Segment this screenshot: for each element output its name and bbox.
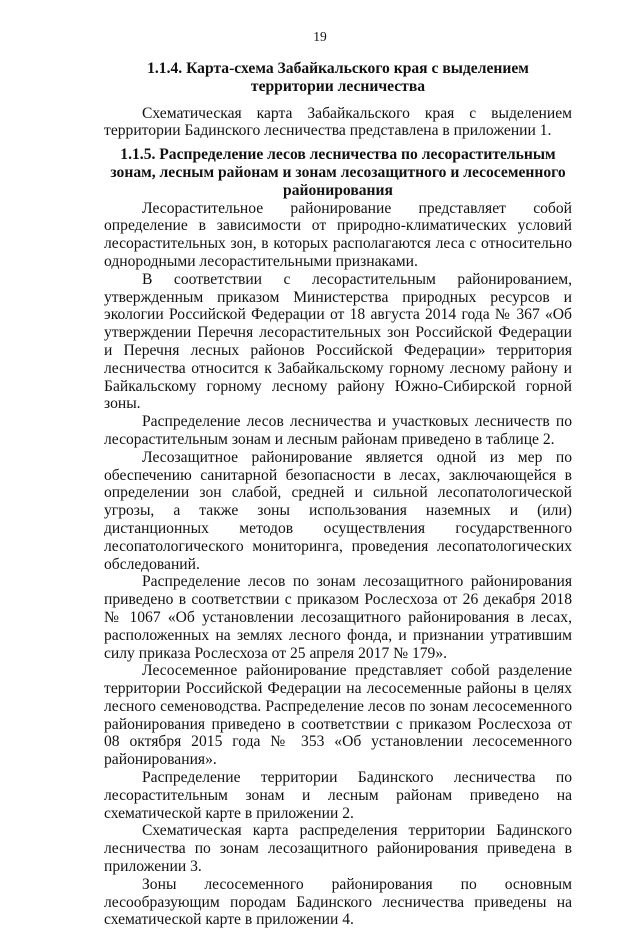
document-body: [104, 60, 572, 929]
paragraph-9: Схематическая карта распределения территории Бадинского лесничества по зонам лесозащитного районирования приведена в приложении 3.: [104, 822, 572, 876]
page-number: 19: [313, 29, 327, 44]
paragraph-4: Распределение лесов лесничества и участковых лесничеств по лесорастительным зонам и лесным районам приведено в таблице 2.: [104, 413, 572, 448]
paragraph-2: Лесорастительное районирование представляет собой определение в зависимости от природно-климатических условий лесорастительных зон, в которых располагаются леса с относительно однородными лесорастительными признаками.: [104, 199, 572, 270]
paragraph-1: Схематическая карта Забайкальского края с выделением территории Бадинского лесничества представлена в приложении 1.: [104, 104, 572, 140]
paragraph-6: Распределение лесов по зонам лесозащитного районирования приведено в соответствии с приказом Рослесхоза от 26 декабря 2018 № 1067 «Об установлении лесозащитного районирования в лесах, расположенных на землях лесного фонда, и признании утратившим силу приказа Рослесхоза от 25 апреля 2017 № 179».: [104, 573, 572, 662]
section-heading-1-1-4: 1.1.4. Карта-схема Забайкальского края с выделением территории лесничества: [147, 60, 529, 95]
paragraph-3: В соответствии с лесорастительным районированием, утвержденным приказом Министерства природных ресурсов и экологии Российской Федерации от 18 августа 2014 года № 367 «Об утверждении Перечня лесорастительных зон Российской Федерации и Перечня лесных районов Российской Федерации» территория лесничества относится к Забайкальскому горному лесному району и Байкальскому горному лесному району Южно-Сибирской горной зоны.: [104, 270, 572, 413]
paragraph-10: Зоны лесосеменного районирования по основным лесообразующим породам Бадинского лесничества приведены на схематической карте в приложении 4.: [104, 875, 572, 929]
paragraph-5: Лесозащитное районирование является одной из мер по обеспечению санитарной безопасности в лесах, заключающейся в определении зон слабой, средней и сильной лесопатологической угрозы, а также зоны использования наземных и (или) дистанционных методов осуществления государственного лесопатологического мониторинга, проведения лесопатологических обследований.: [104, 448, 572, 573]
paragraph-7: Лесосеменное районирование представляет собой разделение территории Российской Федерации на лесосеменные районы в целях лесного семеноводства. Распределение лесов по зонам лесосеменного районирования приведено в соответствии с приказом Рослесхоза от 08 октября 2015 года № 353 «Об установлении лесосеменного районирования».: [104, 662, 572, 769]
paragraph-8: Распределение территории Бадинского лесничества по лесорастительным зонам и лесным районам приведено на схематической карте в приложении 2.: [104, 769, 572, 822]
section-heading-1-1-5: 1.1.5. Распределение лесов лесничества по лесорастительным зонам, лесным районам и зонам лесозащитного и лесосеменного районирования: [110, 146, 566, 199]
